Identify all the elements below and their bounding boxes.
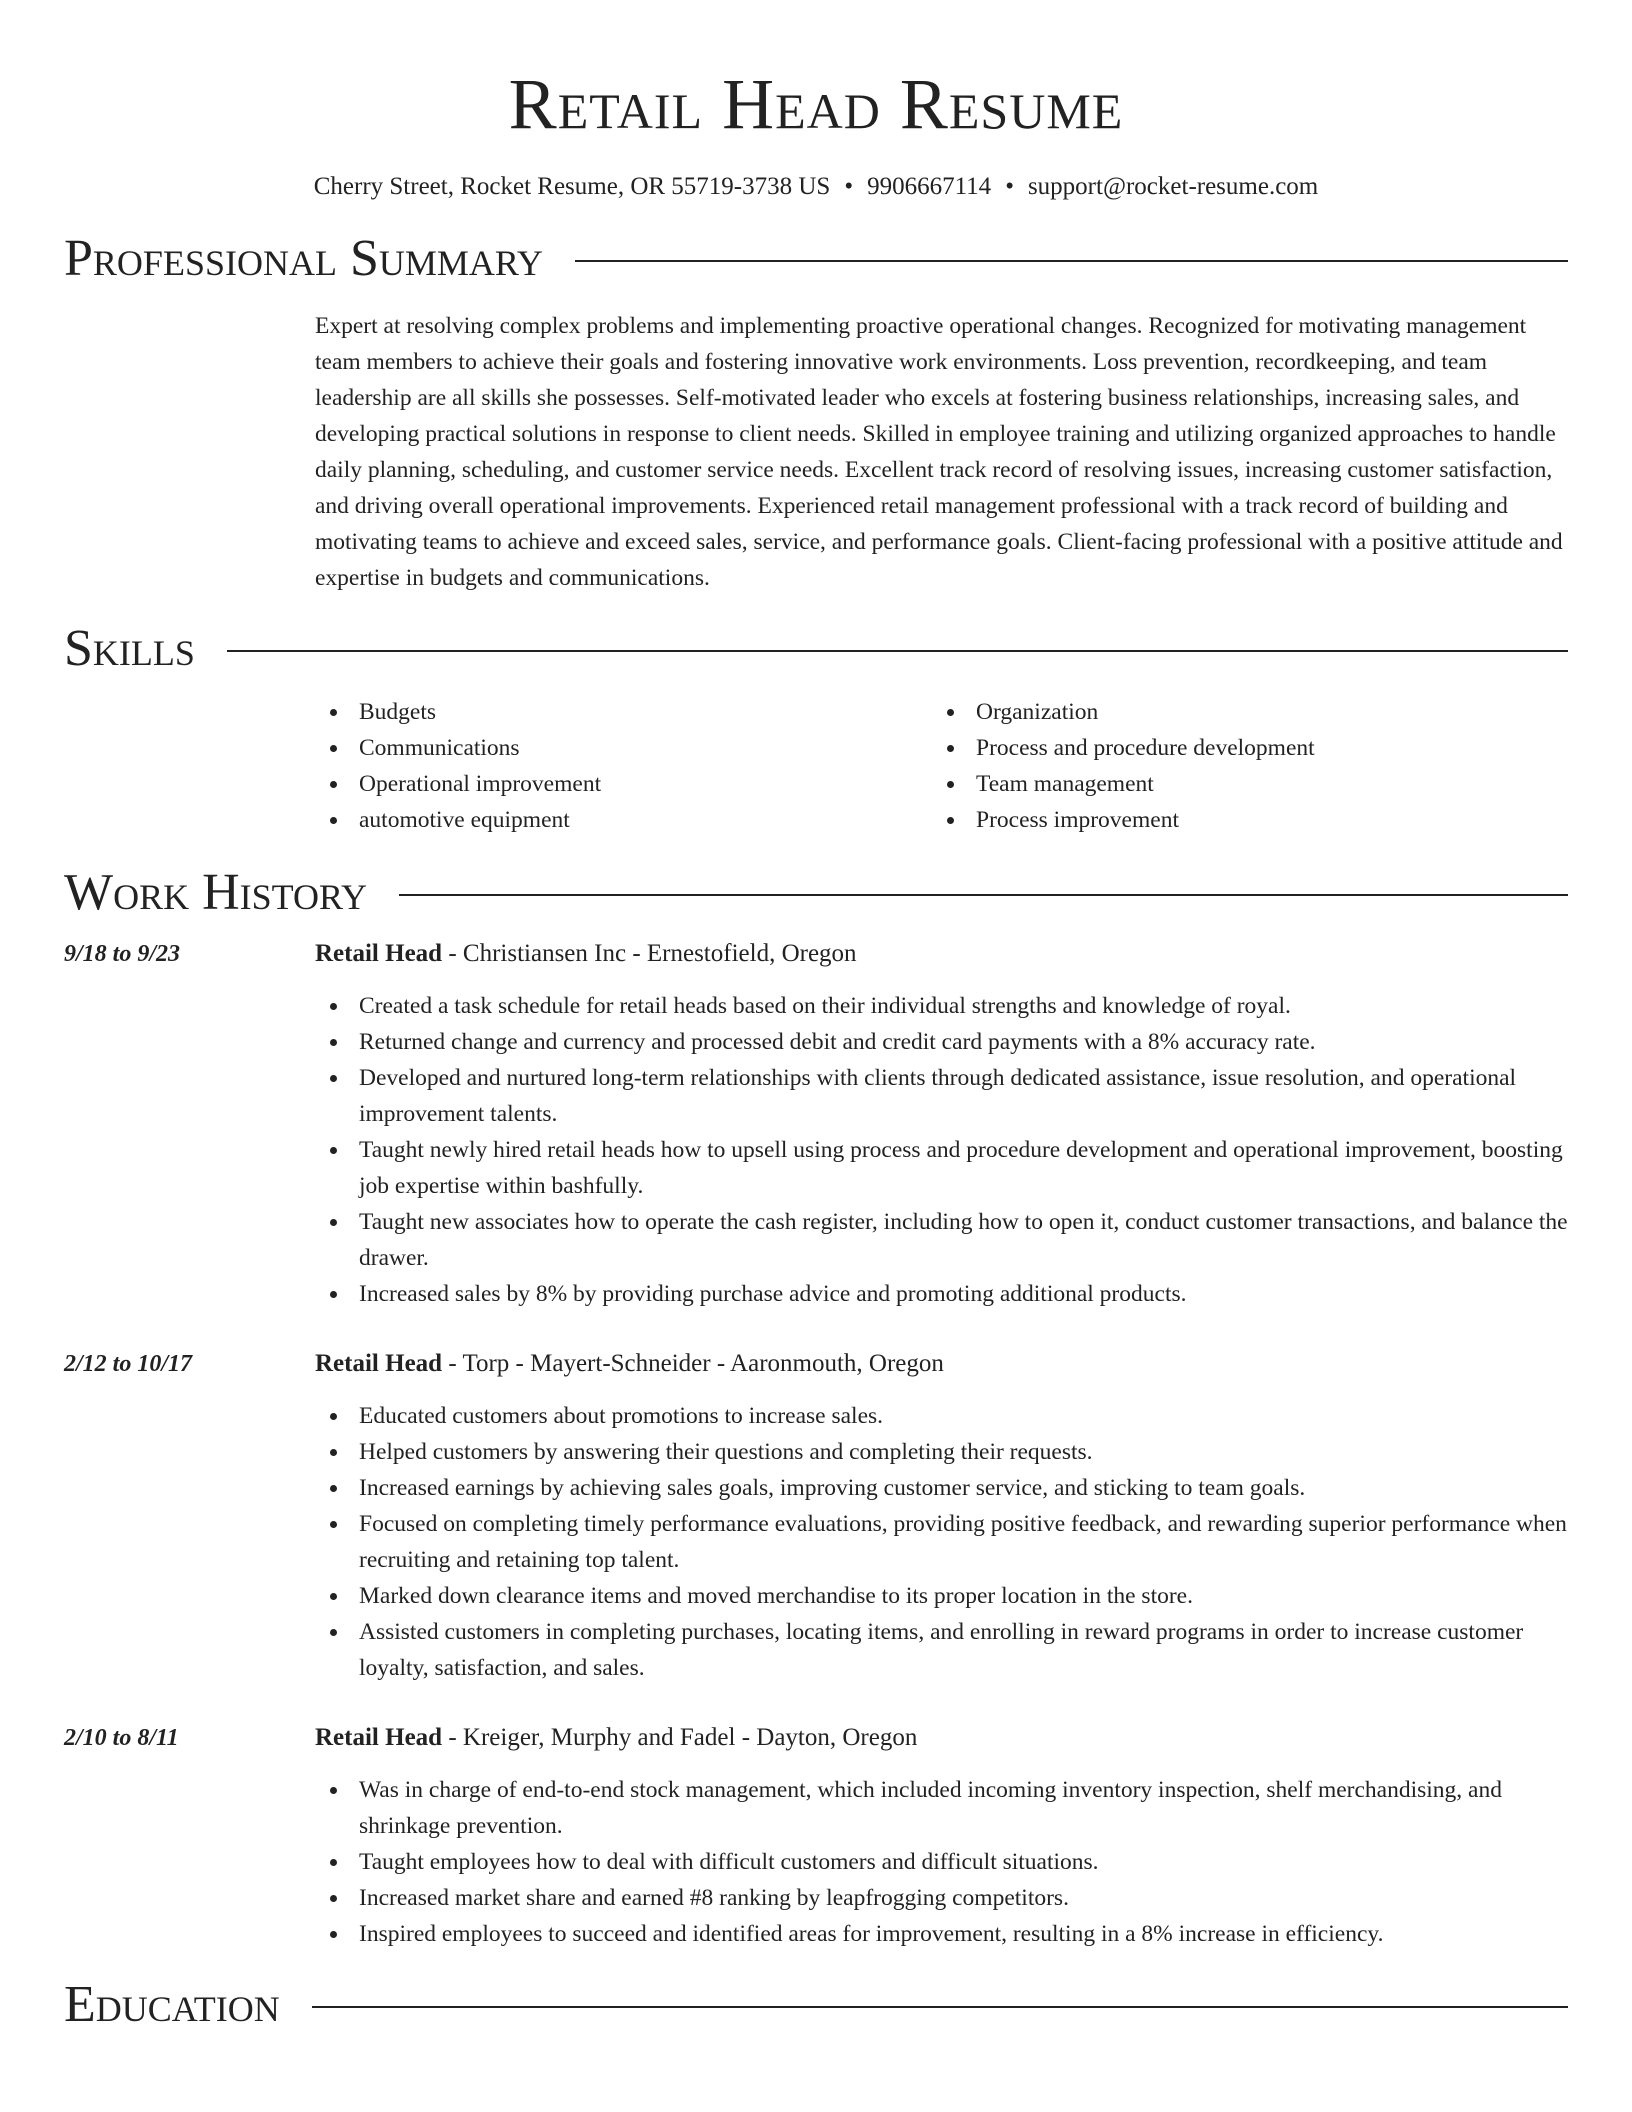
job-bullet: Assisted customers in completing purchases, locating items, and enrolling in reward programs in order to increase customer loyalty, satisfaction, and sales. [315, 1614, 1568, 1686]
skills-section-header [64, 618, 1568, 680]
job-dates: 9/18 to 9/23 [64, 941, 181, 967]
skill-item: Communications [315, 730, 932, 766]
skills-list [315, 694, 1568, 838]
section-rule [312, 2006, 1568, 2008]
skill-item: Process improvement [932, 802, 1549, 838]
contact-address: Cherry Street, Rocket Resume, OR 55719-3738 US [313, 173, 831, 200]
job-bullet: Taught employees how to deal with difficult customers and difficult situations. [315, 1844, 1568, 1880]
job-entry [64, 1720, 1568, 1952]
contact-separator: • [1005, 173, 1014, 200]
job-body [315, 936, 1568, 1312]
job-bullet: Was in charge of end-to-end stock management, which included incoming inventory inspection, shelf merchandising, and shrinkage prevention. [315, 1772, 1568, 1844]
resume-title: Retail Head Resume [508, 64, 1124, 144]
skill-item: Team management [932, 766, 1549, 802]
job-bullet: Increased sales by 8% by providing purchase advice and promoting additional products. [315, 1276, 1568, 1312]
resume-page [64, 0, 1568, 2036]
section-rule [399, 894, 1568, 896]
section-rule [227, 650, 1568, 652]
work-section-header [64, 862, 1568, 924]
job-dates: 2/12 to 10/17 [64, 1351, 193, 1377]
job-company: - Torp - Mayert-Schneider - Aaronmouth, Oregon [442, 1350, 944, 1377]
job-bullet: Taught newly hired retail heads how to upsell using process and procedure development and operational improvement, boosting job expertise within bashfully. [315, 1132, 1568, 1204]
job-bullet: Increased market share and earned #8 ranking by leapfrogging competitors. [315, 1880, 1568, 1916]
skill-item: Operational improvement [315, 766, 932, 802]
job-bullet: Helped customers by answering their questions and completing their requests. [315, 1434, 1568, 1470]
job-bullet: Developed and nurtured long-term relationships with clients through dedicated assistance, issue resolution, and operational improvement talents. [315, 1060, 1568, 1132]
job-bullet: Increased earnings by achieving sales goals, improving customer service, and sticking to team goals. [315, 1470, 1568, 1506]
job-body [315, 1346, 1568, 1686]
job-bullet: Focused on completing timely performance evaluations, providing positive feedback, and rewarding superior performance when recruiting and retaining top talent. [315, 1506, 1568, 1578]
education-section-header [64, 1974, 1568, 2036]
skills-heading: Skills [64, 620, 195, 677]
job-bullet: Created a task schedule for retail heads based on their individual strengths and knowledge of royal. [315, 988, 1568, 1024]
job-bullet: Marked down clearance items and moved merchandise to its proper location in the store. [315, 1578, 1568, 1614]
job-title-line [315, 1346, 1568, 1382]
skill-item: Organization [932, 694, 1549, 730]
job-title: Retail Head [315, 940, 443, 967]
job-bullet: Taught new associates how to operate the cash register, including how to open it, conduct customer transactions, and balance the drawer. [315, 1204, 1568, 1276]
summary-section-header [64, 228, 1568, 290]
skill-item: automotive equipment [315, 802, 932, 838]
contact-phone: 9906667114 [867, 173, 992, 200]
job-entry [64, 936, 1568, 1312]
contact-email: support@rocket-resume.com [1027, 173, 1319, 200]
job-bullets [315, 1772, 1568, 1952]
job-company: - Kreiger, Murphy and Fadel - Dayton, Oregon [442, 1724, 918, 1751]
job-title-line [315, 936, 1568, 972]
job-dates: 2/10 to 8/11 [64, 1725, 179, 1751]
job-bullet: Educated customers about promotions to increase sales. [315, 1398, 1568, 1434]
job-bullets [315, 988, 1568, 1312]
job-title-line [315, 1720, 1568, 1756]
job-company: - Christiansen Inc - Ernestofield, Oregon [442, 940, 857, 967]
summary-text: Expert at resolving complex problems and implementing proactive operational changes. Recognized for motivating management team members to achieve their goals and fostering innovative work environments. Loss prevention, recordkeeping, and team leadership are all skills she possesses. Self-motivated leader who excels at fostering business relationships, increasing sales, and developing practical solutions in response to client needs. Skilled in employee training and utilizing organized approaches to handle daily planning, scheduling, and customer service needs. Excellent track record of resolving issues, increasing customer satisfaction, and driving overall operational improvements. Experienced retail management professional with a track record of building and motivating teams to achieve and exceed sales, service, and performance goals. Client-facing professional with a positive attitude and expertise in budgets and communications. [315, 313, 1563, 591]
job-title: Retail Head [315, 1724, 443, 1751]
summary-heading: Professional Summary [64, 230, 543, 287]
job-bullet: Returned change and currency and processed debit and credit card payments with a 8% accuracy rate. [315, 1024, 1568, 1060]
contact-separator: • [844, 173, 854, 200]
job-entry [64, 1346, 1568, 1686]
contact-line [64, 172, 1568, 202]
job-bullets [315, 1398, 1568, 1686]
skills-column-left [315, 694, 932, 838]
job-body [315, 1720, 1568, 1952]
work-heading: Work History [64, 864, 368, 921]
job-title: Retail Head [315, 1350, 443, 1377]
skills-column-right [932, 694, 1549, 838]
skill-item: Budgets [315, 694, 932, 730]
skill-item: Process and procedure development [932, 730, 1549, 766]
education-heading: Education [64, 1976, 280, 2033]
section-rule [575, 260, 1568, 262]
job-bullet: Inspired employees to succeed and identified areas for improvement, resulting in a 8% increase in efficiency. [315, 1916, 1568, 1952]
